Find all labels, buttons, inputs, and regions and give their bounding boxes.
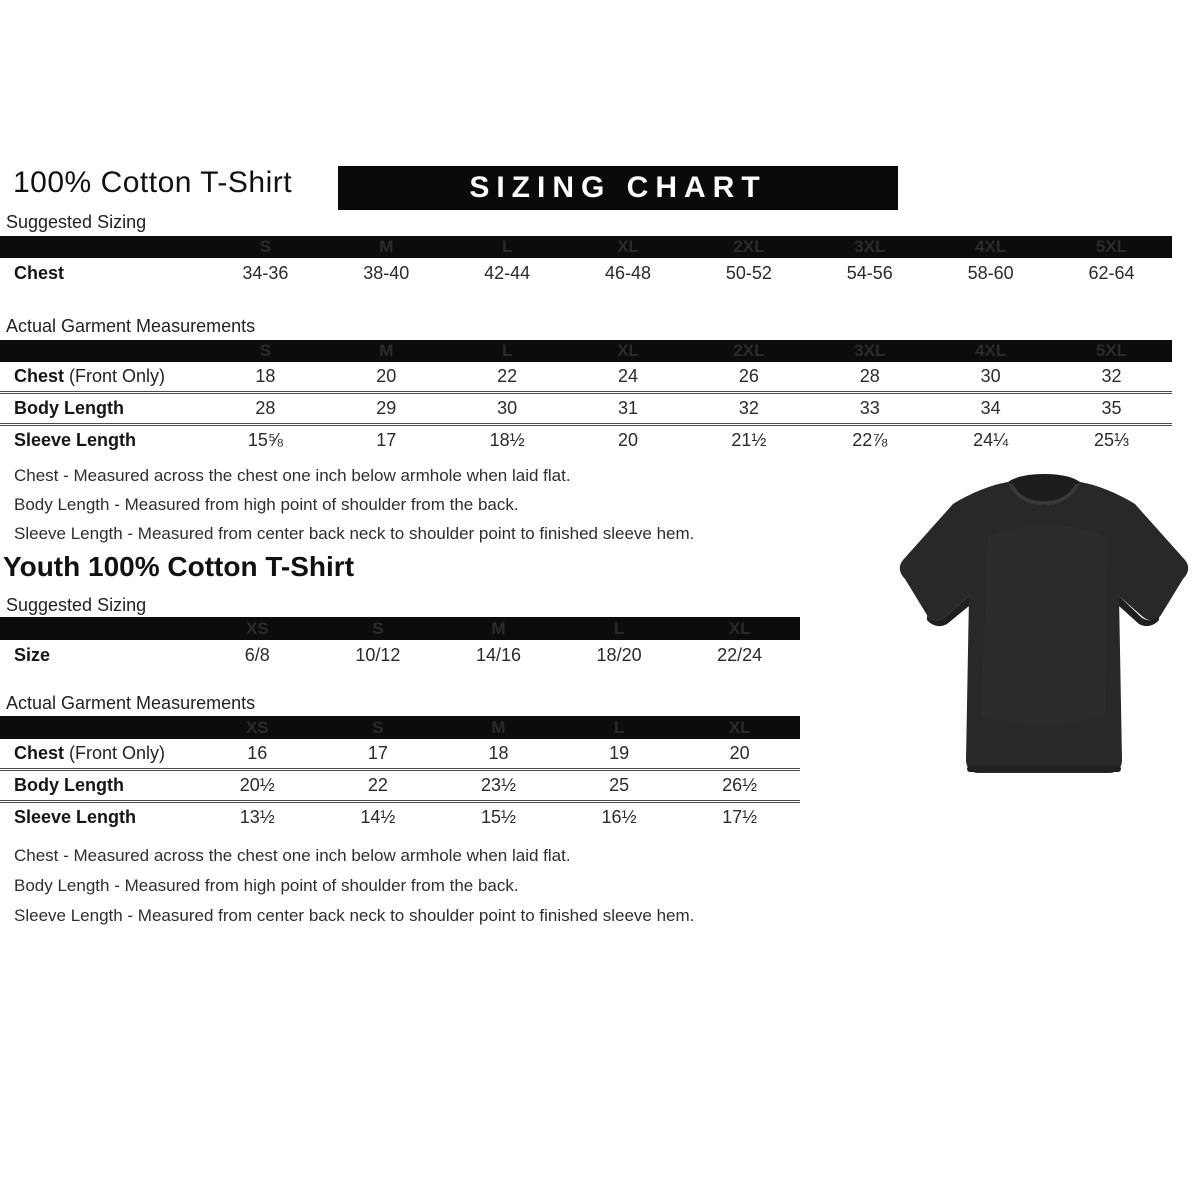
table-cell: 16 [247, 743, 268, 763]
table-cell: 15⅝ [247, 430, 283, 450]
column-header: M [491, 618, 506, 638]
youth-measurement-notes [14, 841, 694, 931]
table-cell: 42-44 [484, 263, 531, 283]
youth-suggested-header-row [0, 617, 800, 640]
table-cell: 20 [376, 366, 397, 386]
column-header: L [613, 618, 625, 638]
table-cell: 20 [729, 743, 750, 763]
adult-suggested-header-row [0, 236, 1172, 258]
row-label: Chest (Front Only) [14, 743, 166, 763]
column-header: 3XL [854, 341, 886, 360]
adult-suggested-sizing-table [0, 236, 1172, 289]
youth-measurements-table [0, 716, 800, 832]
column-header: S [259, 237, 272, 256]
column-header: L [501, 237, 513, 256]
column-header: XL [728, 618, 751, 638]
column-header: L [501, 341, 513, 360]
table-cell: 16½ [601, 807, 637, 827]
note-sleeve-length: Sleeve Length - Measured from center back neck to shoulder point to finished sleeve hem. [14, 524, 695, 543]
table-cell: 23½ [480, 775, 516, 795]
tshirt-photo [893, 466, 1193, 814]
column-header: 5XL [1095, 237, 1128, 256]
column-header: L [613, 717, 625, 737]
adult-measurements-header-row [0, 340, 1172, 362]
table-cell: 18/20 [596, 645, 642, 665]
table-cell: 13½ [239, 807, 275, 827]
row-label: Body Length [14, 775, 124, 795]
adult-measurements-label: Actual Garment Measurements [6, 316, 256, 336]
column-header: M [491, 717, 506, 737]
table-cell: 46-48 [605, 263, 652, 283]
youth-measurements-header-row [0, 716, 800, 739]
table-cell: 6/8 [244, 645, 270, 665]
row-label: Chest [14, 263, 65, 283]
table-cell: 18½ [489, 430, 525, 450]
row-label: Sleeve Length [14, 807, 137, 827]
adult-suggested-sizing-label: Suggested Sizing [6, 212, 147, 232]
table-cell: 18 [255, 366, 276, 386]
table-cell: 28 [255, 398, 276, 418]
adult-sleeve-length-row [0, 423, 1172, 455]
table-cell: 32 [738, 398, 759, 418]
table-cell: 28 [859, 366, 880, 386]
table-cell: 22 [497, 366, 518, 386]
table-cell: 33 [859, 398, 880, 418]
row-label: Sleeve Length [14, 430, 137, 450]
table-cell: 30 [497, 398, 518, 418]
column-header: XL [617, 341, 639, 360]
column-header: XS [245, 618, 269, 638]
table-cell: 24 [618, 366, 639, 386]
note-chest: Chest - Measured across the chest one inch below armhole when laid flat. [14, 466, 571, 485]
table-cell: 10/12 [355, 645, 401, 665]
adult-measurement-notes [14, 461, 694, 548]
column-header: 4XL [975, 341, 1007, 360]
adult-body-length-row [0, 391, 1172, 423]
row-label: Size [14, 645, 51, 665]
table-cell: 22⅞ [852, 430, 888, 450]
column-header: 4XL [975, 237, 1007, 256]
page-title: 100% Cotton T-Shirt [13, 166, 293, 199]
table-cell: 17 [376, 430, 397, 450]
table-cell: 22 [367, 775, 388, 795]
table-cell: 31 [618, 398, 639, 418]
table-cell: 14/16 [475, 645, 521, 665]
column-header: 5XL [1095, 341, 1128, 360]
adult-chest-front-row [0, 362, 1172, 391]
table-cell: 30 [980, 366, 1001, 386]
table-cell: 54-56 [846, 263, 893, 283]
note-chest: Chest - Measured across the chest one inch below armhole when laid flat. [14, 846, 571, 865]
column-header: XL [617, 237, 639, 256]
column-header: S [259, 341, 272, 360]
table-cell: 19 [609, 743, 630, 763]
table-cell: 15½ [480, 807, 516, 827]
table-cell: 14½ [360, 807, 396, 827]
row-label: Body Length [14, 398, 124, 418]
table-cell: 24¼ [973, 430, 1009, 450]
column-header: M [379, 237, 394, 256]
youth-measurements-label: Actual Garment Measurements [6, 693, 256, 713]
table-cell: 34-36 [242, 263, 289, 283]
table-cell: 25 [609, 775, 630, 795]
column-header: 2XL [733, 237, 765, 256]
youth-body-length-row [0, 768, 800, 800]
adult-chest-row [0, 258, 1172, 289]
column-header: XS [245, 717, 269, 737]
youth-sleeve-length-row [0, 800, 800, 832]
column-header: M [379, 341, 394, 360]
table-cell: 35 [1101, 398, 1122, 418]
table-cell: 50-52 [725, 263, 772, 283]
table-cell: 26 [738, 366, 759, 386]
note-sleeve-length: Sleeve Length - Measured from center back neck to shoulder point to finished sleeve hem. [14, 906, 695, 925]
note-body-length: Body Length - Measured from high point of shoulder from the back. [14, 876, 519, 895]
row-label: Chest (Front Only) [14, 366, 166, 386]
table-cell: 62-64 [1088, 263, 1135, 283]
black-tshirt-illustration [893, 466, 1193, 814]
table-cell: 29 [376, 398, 397, 418]
note-body-length: Body Length - Measured from high point of shoulder from the back. [14, 495, 519, 514]
column-header: 2XL [733, 341, 765, 360]
youth-chest-front-row [0, 739, 800, 768]
table-cell: 18 [488, 743, 509, 763]
sizing-chart-banner-text: SIZING CHART [469, 171, 767, 204]
table-cell: 22/24 [717, 645, 763, 665]
adult-measurements-table [0, 340, 1172, 455]
youth-title: Youth 100% Cotton T-Shirt [3, 551, 355, 582]
column-header: XL [728, 717, 751, 737]
table-cell: 21½ [731, 430, 767, 450]
table-cell: 38-40 [363, 263, 410, 283]
table-cell: 25⅓ [1094, 430, 1130, 450]
column-header: S [372, 618, 384, 638]
table-cell: 58-60 [967, 263, 1014, 283]
sizing-chart-banner [338, 166, 898, 210]
youth-suggested-sizing-label: Suggested Sizing [6, 595, 147, 615]
table-cell: 17½ [722, 807, 758, 827]
table-cell: 34 [980, 398, 1001, 418]
table-cell: 20 [618, 430, 639, 450]
column-header: 3XL [854, 237, 886, 256]
youth-size-row [0, 640, 800, 671]
table-cell: 17 [367, 743, 388, 763]
youth-suggested-sizing-table [0, 617, 800, 671]
table-cell: 32 [1101, 366, 1122, 386]
table-cell: 20½ [239, 775, 275, 795]
table-cell: 26½ [722, 775, 758, 795]
column-header: S [372, 717, 384, 737]
